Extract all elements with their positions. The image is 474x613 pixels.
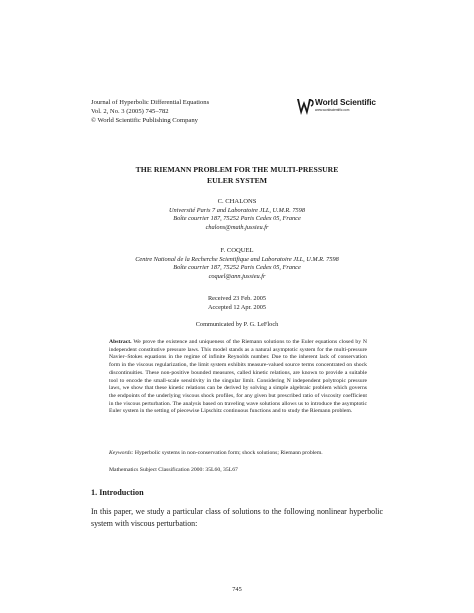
accepted-date: Accepted 12 Apr. 2005 <box>207 304 267 311</box>
publisher-name: World Scientific <box>315 97 376 107</box>
author-address: Boîte courrier 187, 75252 Paris Cedex 05, France <box>173 264 301 272</box>
author-name: F. COQUEL <box>220 247 254 254</box>
author-name: C. CHALONS <box>217 198 257 205</box>
journal-name: Journal of Hyperbolic Differential Equations <box>91 99 210 106</box>
journal-copyright: © World Scientific Publishing Company <box>91 117 198 124</box>
title-line-2: EULER SYSTEM <box>206 176 268 185</box>
author-email: chalons@math.jussieu.fr <box>205 223 269 231</box>
section-title: Introduction <box>99 488 144 497</box>
author-address: Boîte courrier 187, 75252 Paris Cedex 05, France <box>173 215 301 223</box>
keywords-text: Hyperbolic systems in non-conservation form; shock solutions; Riemann problem. <box>134 450 323 456</box>
intro-paragraph: In this paper, we study a particular class of solutions to the following nonlinear hyperbolic system with viscous perturbation: <box>91 507 383 528</box>
section-number: 1. <box>91 488 98 497</box>
author-email: coquel@ann.jussieu.fr <box>208 272 266 280</box>
section-heading <box>91 488 144 497</box>
received-date: Received 23 Feb. 2005 <box>207 295 267 302</box>
abstract-label: Abstract. <box>109 339 132 345</box>
title-line-1: THE RIEMANN PROBLEM FOR THE MULTI-PRESSURE <box>135 165 339 174</box>
keywords <box>109 450 367 458</box>
author-block-1 <box>91 198 383 232</box>
abstract <box>109 339 367 416</box>
submission-dates <box>91 294 383 312</box>
communicated-by: Communicated by P. G. LeFloch <box>195 321 279 328</box>
subject-classification: Mathematics Subject Classification 2000: 35L60, 35L67 <box>109 467 238 473</box>
keywords-label: Keywords: <box>109 450 134 456</box>
author-block-2 <box>91 247 383 281</box>
journal-volume: Vol. 2, No. 3 (2005) 745–782 <box>91 108 169 115</box>
author-affiliation: Centre National de la Recherche Scientifique and Laboratoire JLL, U.M.R. 7598 <box>135 255 339 263</box>
paper-title <box>91 164 383 186</box>
world-scientific-logo-icon <box>296 96 314 118</box>
author-affiliation: Université Paris 7 and Laboratoire JLL, U.M.R. 7598 <box>168 206 306 214</box>
publisher-logo <box>296 96 376 120</box>
page-number: 745 <box>232 586 242 593</box>
journal-header <box>91 98 209 125</box>
abstract-text: We prove the existence and uniqueness of the Riemann solutions to the Euler equations closed by N independent constitutive pressure laws. This model stands as a natural asymptotic system for the multi-pressure Navier–Stokes equations in the regime of infinite Reynolds number. Due to the inherent lack of conservation form in the viscous regularization, the limit system exhibits measure-valued source terms concentrated on shock discontinuities. These non-positive bounded measures, called kinetic relations, are known to provide a suitable tool to encode the small-scale sensitivity in the singular limit. Considering N independent polytropic pressure laws, we show that these kinetic relations can be derived by solving a simple algebraic problem which governs the endpoints of the underlying viscous shock profiles, for any given but prescribed ratio of viscosity coefficient in the viscous perturbation. The analysis based on traveling wave solutions allows us to introduce the asymptotic Euler system in the setting of piecewise Lipschitz continuous functions and to study the Riemann problem. <box>109 339 367 415</box>
publisher-tagline: www.worldscientific.com <box>315 108 350 112</box>
